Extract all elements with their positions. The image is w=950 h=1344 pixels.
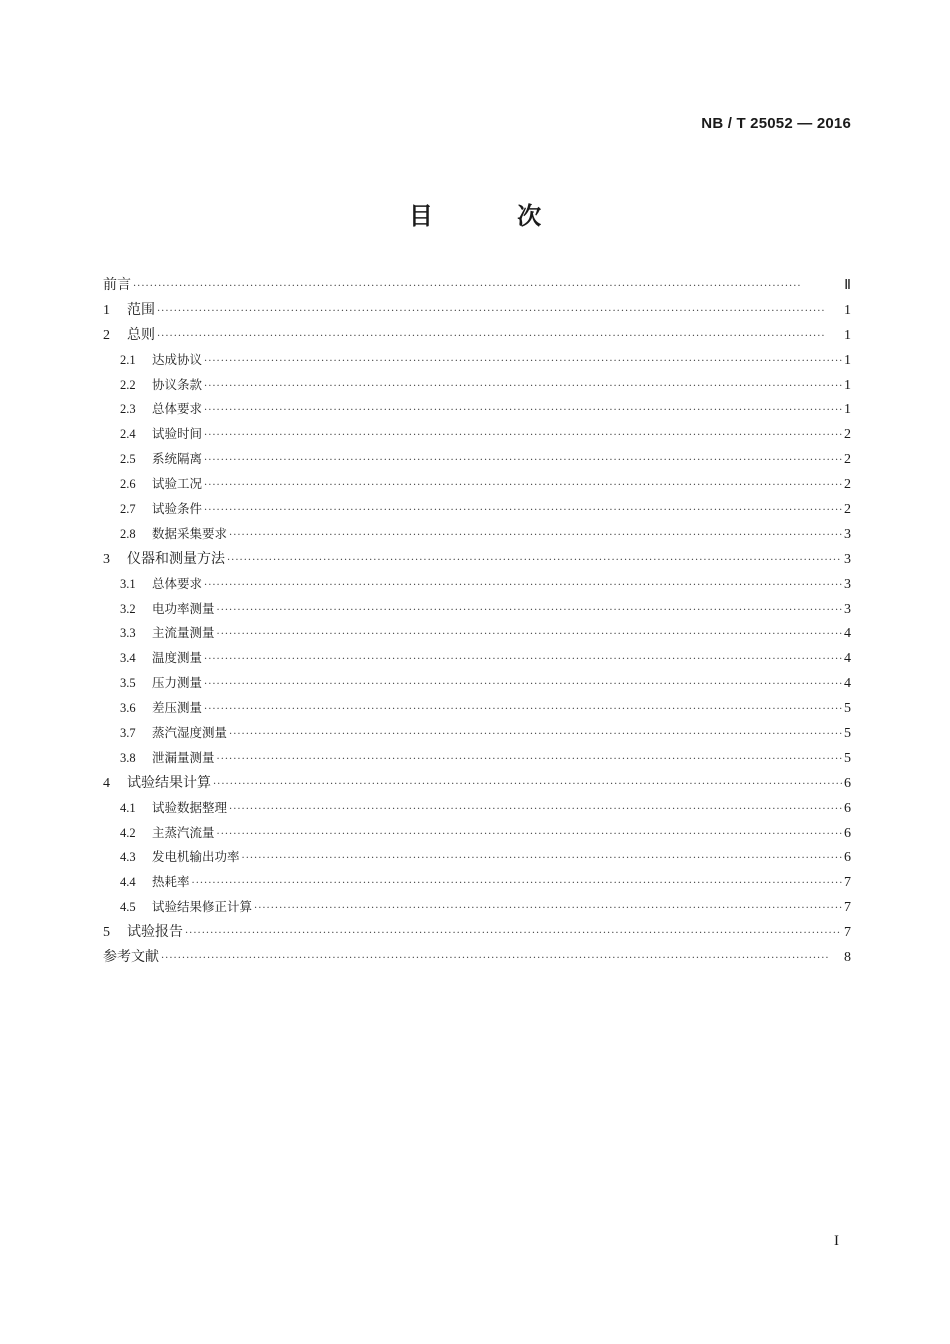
toc-entry-title: 试验工况: [152, 476, 203, 492]
dot-leader: [204, 673, 842, 698]
toc-entry[interactable]: [103, 348, 851, 373]
toc-entry-number: 3: [103, 551, 110, 567]
toc-entry-number: 2: [103, 327, 110, 343]
toc-entry-number: 4.5: [120, 900, 136, 915]
page-title: 目 次: [408, 201, 580, 230]
dot-leader: [213, 773, 842, 798]
toc-entry[interactable]: [103, 771, 851, 796]
dot-leader: [229, 723, 842, 748]
toc-entry[interactable]: [103, 945, 851, 970]
toc-entry[interactable]: [103, 273, 851, 298]
toc-entry[interactable]: [103, 920, 851, 945]
dot-leader: [204, 648, 842, 673]
dot-leader: [227, 549, 842, 574]
toc-entry-page: 5: [844, 750, 851, 766]
toc-entry-number: 3.6: [120, 701, 136, 716]
toc-entry-page: 1: [844, 302, 851, 318]
toc-entry-page: 4: [844, 676, 851, 692]
toc-entry-number: 4.2: [120, 825, 136, 840]
toc-entry-title: 主流量测量: [152, 625, 215, 641]
toc-entry[interactable]: [103, 646, 851, 671]
toc-entry-page: 2: [844, 502, 851, 518]
toc-entry-number: 3.3: [120, 626, 136, 641]
toc-entry-page: 7: [844, 900, 851, 916]
toc-entry-title: 参考文献: [103, 949, 159, 966]
dot-leader: [229, 524, 842, 549]
toc-entry-title: 温度测量: [152, 650, 203, 666]
toc-entry[interactable]: [103, 497, 851, 522]
dot-leader: [204, 449, 842, 474]
toc-entry-number: 3.7: [120, 726, 136, 741]
dot-leader: [204, 399, 842, 424]
toc-entry[interactable]: [103, 696, 851, 721]
toc-entry-title: 前言: [103, 277, 131, 293]
toc-entry-page: 5: [844, 726, 851, 742]
toc-entry-title: 主蒸汽流量: [152, 824, 215, 840]
dot-leader: [133, 275, 842, 300]
toc-entry-page: 5: [844, 701, 851, 717]
toc-entry-page: 7: [844, 875, 851, 891]
toc-entry-number: 4.3: [120, 850, 136, 865]
toc-entry-title: 协议条款: [152, 376, 203, 392]
toc-entry-page: 2: [844, 452, 851, 468]
dot-leader: [217, 748, 842, 773]
toc-entry-title: 试验条件: [152, 501, 203, 517]
toc-entry-page: 1: [844, 377, 851, 393]
toc-entry-page: 3: [844, 551, 851, 567]
dot-leader: [204, 698, 842, 723]
toc-entry-page: 1: [844, 352, 851, 368]
toc-entry-page: 4: [844, 626, 851, 642]
toc-entry-number: 2.8: [120, 526, 136, 541]
toc-entry[interactable]: [103, 671, 851, 696]
toc-entry-number: 2.3: [120, 402, 136, 417]
toc-entry-number: 4: [103, 775, 110, 791]
toc-entry-number: 3.4: [120, 651, 136, 666]
dot-leader: [204, 574, 842, 599]
toc-entry-title: 达成协议: [152, 351, 203, 367]
dot-leader: [204, 474, 842, 499]
toc-entry-page: 3: [844, 601, 851, 617]
toc-entry-number: 2.1: [120, 352, 136, 367]
dot-leader: [217, 599, 842, 624]
dot-leader: [242, 847, 842, 872]
dot-leader: [204, 499, 842, 524]
toc-entry-title: 系统隔离: [152, 451, 203, 467]
toc-entry[interactable]: [103, 821, 851, 846]
toc-entry[interactable]: [103, 796, 851, 821]
dot-leader: [254, 897, 842, 922]
toc-entry[interactable]: [103, 298, 851, 323]
toc-entry-title: 试验时间: [152, 426, 203, 442]
toc-entry-title: 总体要求: [152, 575, 203, 591]
toc-entry-number: 5: [103, 925, 110, 941]
dot-leader: [204, 375, 842, 400]
toc-entry[interactable]: [103, 895, 851, 920]
toc-entry-page: 2: [844, 427, 851, 443]
toc-entry-title: 仪器和测量方法: [127, 550, 225, 567]
toc-entry[interactable]: [103, 472, 851, 497]
toc-entry-page: 7: [844, 925, 851, 941]
page-number: I: [834, 1233, 839, 1249]
toc-entry-title: 试验数据整理: [152, 799, 228, 815]
toc-entry-title: 电功率测量: [152, 600, 215, 616]
dot-leader: [157, 300, 842, 325]
toc-entry-page: 2: [844, 477, 851, 493]
toc-entry[interactable]: [103, 422, 851, 447]
toc-entry-title: 试验报告: [127, 924, 183, 941]
dot-leader: [161, 947, 842, 972]
toc-entry-page: 6: [844, 800, 851, 816]
toc-entry-number: 4.1: [120, 800, 136, 815]
dot-leader: [204, 424, 842, 449]
toc-entry-title: 总体要求: [152, 401, 203, 417]
toc-entry-title: 数据采集要求: [152, 525, 228, 541]
toc-entry-title: 蒸汽湿度测量: [152, 725, 228, 741]
toc-entry-number: 2.4: [120, 427, 136, 442]
toc-entry-page: 6: [844, 775, 851, 791]
standard-number: NB / T 25052 — 2016: [701, 115, 851, 132]
toc-entry-page: 3: [844, 576, 851, 592]
toc-entry-title: 差压测量: [152, 700, 203, 716]
toc-entry-number: 2.2: [120, 377, 136, 392]
toc-entry-page: 4: [844, 651, 851, 667]
toc-entry-page: 3: [844, 526, 851, 542]
dot-leader: [192, 872, 842, 897]
toc-entry[interactable]: [103, 572, 851, 597]
toc-entry-number: 2.5: [120, 452, 136, 467]
toc-entry-number: 3.2: [120, 601, 136, 616]
toc-entry[interactable]: [103, 373, 851, 398]
toc-entry-title: 试验结果修正计算: [152, 899, 253, 915]
table-of-contents: [103, 273, 851, 970]
toc-entry[interactable]: [103, 323, 851, 348]
toc-entry-number: 3.8: [120, 750, 136, 765]
dot-leader: [217, 823, 842, 848]
toc-entry[interactable]: [103, 547, 851, 572]
toc-entry-page: Ⅱ: [844, 278, 851, 293]
toc-entry-title: 发电机输出功率: [152, 849, 240, 865]
toc-entry-title: 范围: [127, 301, 155, 318]
toc-entry-number: 1: [103, 302, 110, 318]
dot-leader: [157, 325, 842, 350]
toc-entry-number: 3.5: [120, 676, 136, 691]
toc-entry[interactable]: [103, 597, 851, 622]
toc-entry-title: 热耗率: [152, 874, 190, 890]
toc-entry-title: 泄漏量测量: [152, 749, 215, 765]
dot-leader: [185, 922, 842, 947]
toc-entry[interactable]: [103, 746, 851, 771]
toc-entry-title: 总则: [127, 326, 155, 343]
toc-entry-number: 2.7: [120, 502, 136, 517]
toc-entry[interactable]: [103, 447, 851, 472]
toc-entry[interactable]: [103, 621, 851, 646]
toc-entry-page: 1: [844, 402, 851, 418]
toc-entry[interactable]: [103, 870, 851, 895]
toc-entry[interactable]: [103, 522, 851, 547]
toc-entry-page: 8: [844, 950, 851, 966]
toc-entry[interactable]: [103, 721, 851, 746]
toc-entry-title: 压力测量: [152, 675, 203, 691]
toc-entry-number: 3.1: [120, 576, 136, 591]
toc-entry[interactable]: [103, 845, 851, 870]
toc-entry-page: 1: [844, 327, 851, 343]
toc-entry-page: 6: [844, 850, 851, 866]
toc-entry[interactable]: [103, 397, 851, 422]
toc-entry-page: 6: [844, 825, 851, 841]
dot-leader: [204, 350, 842, 375]
toc-entry-title: 试验结果计算: [127, 774, 211, 791]
dot-leader: [217, 623, 842, 648]
toc-entry-number: 4.4: [120, 875, 136, 890]
dot-leader: [229, 798, 842, 823]
toc-entry-number: 2.6: [120, 477, 136, 492]
